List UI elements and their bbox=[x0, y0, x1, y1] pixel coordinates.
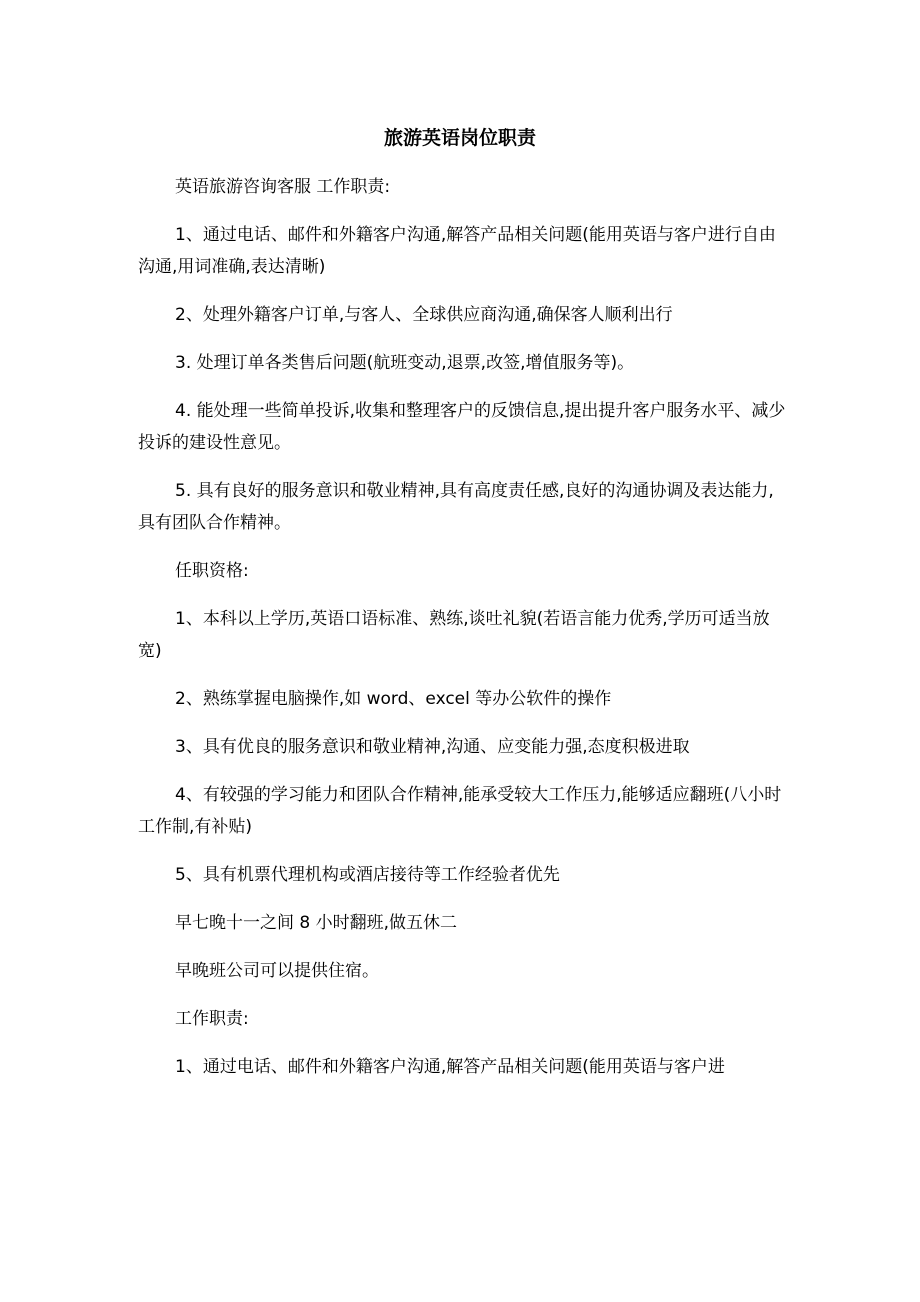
paragraph-qualification-2: 2、熟练掌握电脑操作,如 word、excel 等办公软件的操作 bbox=[175, 689, 612, 709]
paragraph-accommodation-info: 早晚班公司可以提供住宿。 bbox=[175, 961, 379, 981]
paragraph-section-heading: 英语旅游咨询客服 工作职责: bbox=[175, 177, 391, 197]
paragraph-shift-info: 早七晚十一之间 8 小时翻班,做五休二 bbox=[175, 913, 458, 933]
paragraph-duty-1: 1、通过电话、邮件和外籍客户沟通,解答产品相关问题(能用英语与客户进行自由沟通,用词准确,表达清晰) bbox=[138, 225, 776, 277]
paragraph-duty-3: 3. 处理订单各类售后问题(航班变动,退票,改签,增值服务等)。 bbox=[175, 353, 635, 373]
document-title: 旅游英语岗位职责 bbox=[383, 127, 536, 149]
paragraph-duty-5: 5. 具有良好的服务意识和敬业精神,具有高度责任感,良好的沟通协调及表达能力,具有团队合作精神。 bbox=[138, 481, 774, 533]
paragraph-duty-2: 2、处理外籍客户订单,与客人、全球供应商沟通,确保客人顺利出行 bbox=[175, 305, 673, 325]
paragraph-qualifications-heading: 任职资格: bbox=[175, 561, 249, 581]
paragraph-qualification-5: 5、具有机票代理机构或酒店接待等工作经验者优先 bbox=[175, 865, 560, 885]
paragraph-duties-heading-2: 工作职责: bbox=[175, 1009, 249, 1029]
paragraph-duty-1-repeat: 1、通过电话、邮件和外籍客户沟通,解答产品相关问题(能用英语与客户进 bbox=[175, 1057, 725, 1077]
paragraph-qualification-1: 1、本科以上学历,英语口语标准、熟练,谈吐礼貌(若语言能力优秀,学历可适当放宽) bbox=[138, 609, 770, 661]
paragraph-duty-4: 4. 能处理一些简单投诉,收集和整理客户的反馈信息,提出提升客户服务水平、减少投诉的建设性意见。 bbox=[138, 401, 786, 453]
paragraph-qualification-4: 4、有较强的学习能力和团队合作精神,能承受较大工作压力,能够适应翻班(八小时工作制,有补贴) bbox=[138, 785, 782, 837]
document-body bbox=[138, 171, 786, 1083]
paragraph-qualification-3: 3、具有优良的服务意识和敬业精神,沟通、应变能力强,态度积极进取 bbox=[175, 737, 690, 757]
